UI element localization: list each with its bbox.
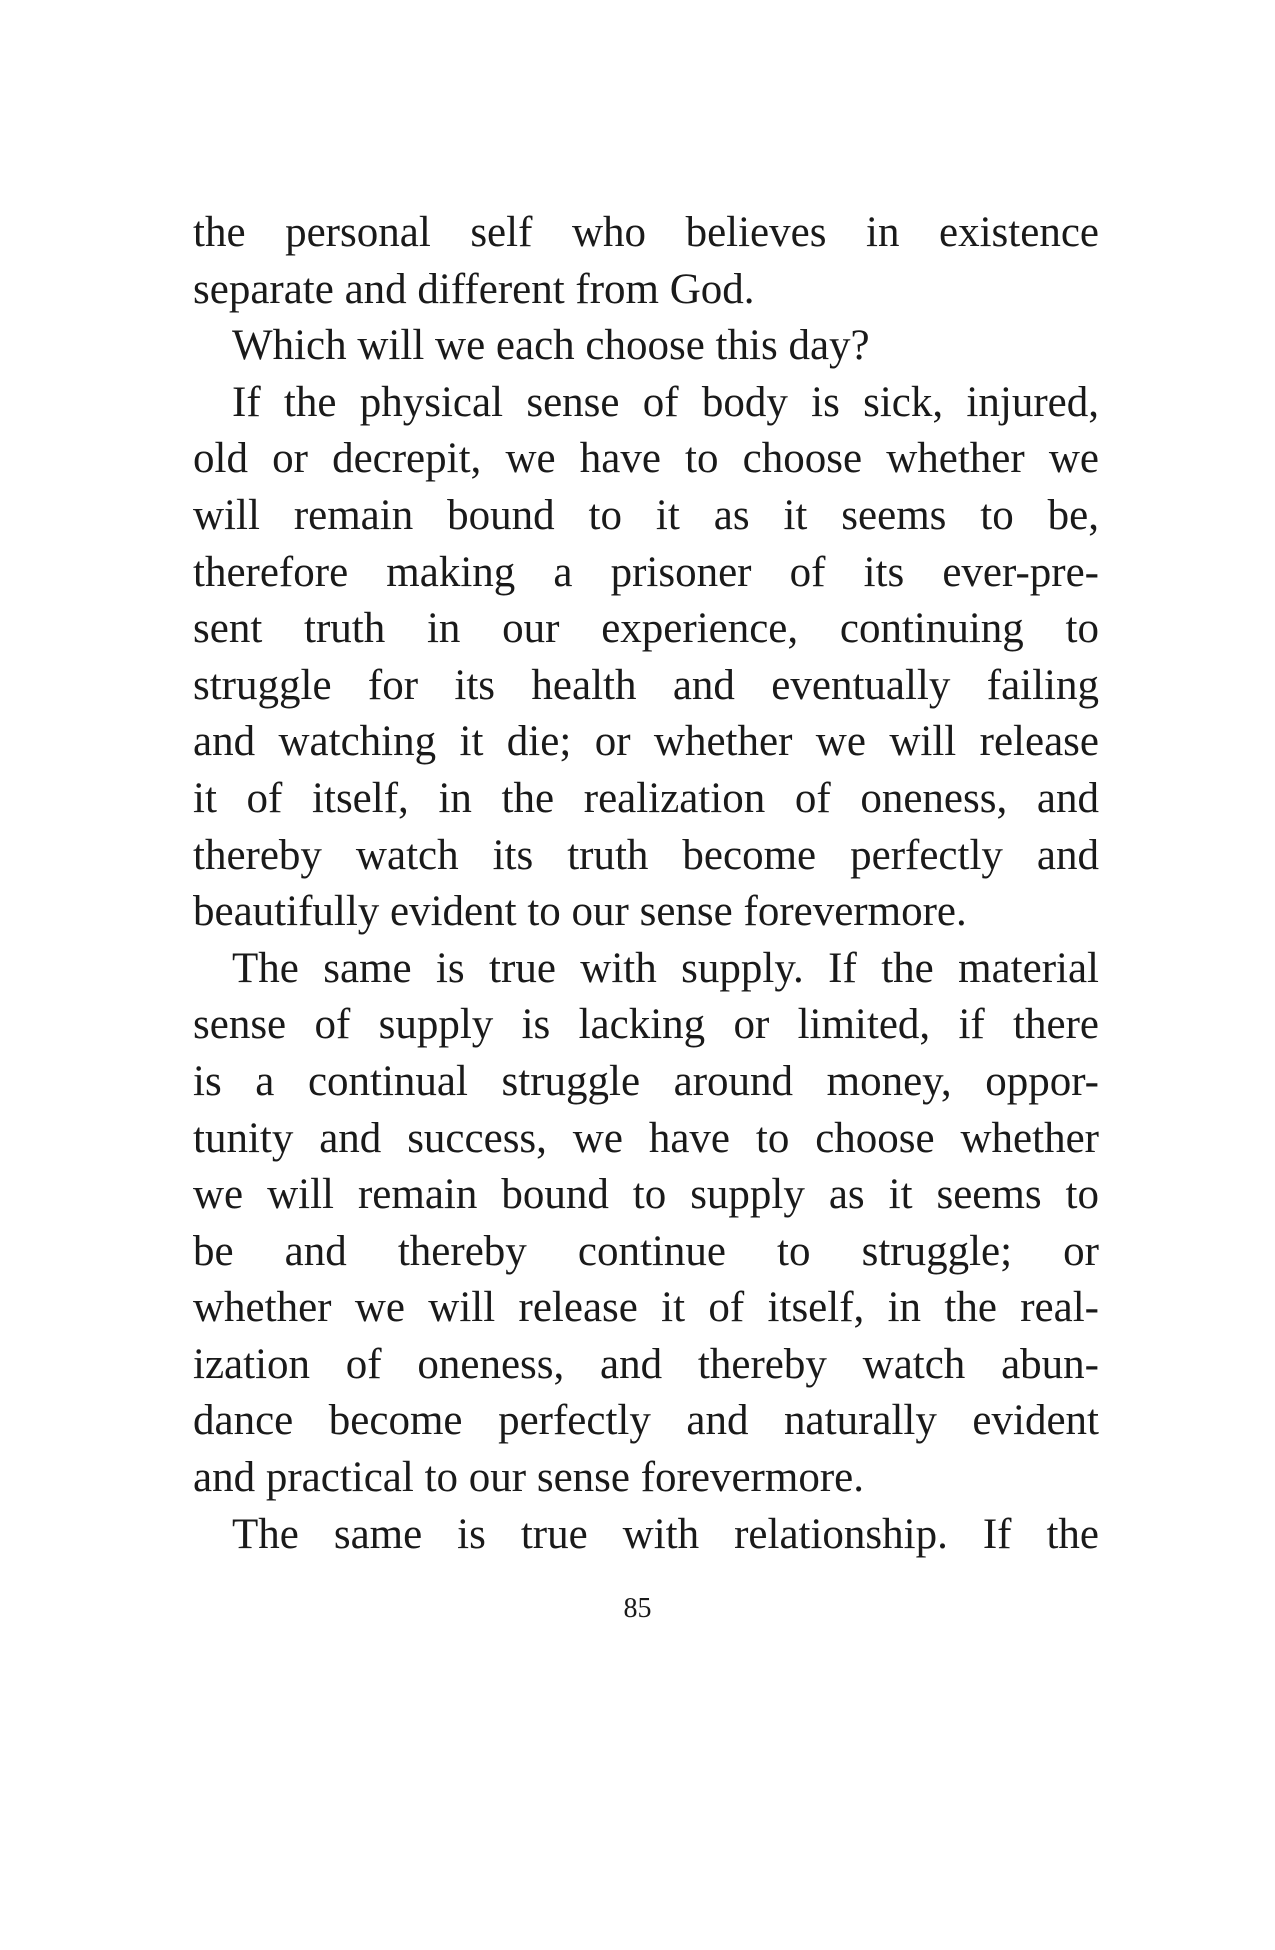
- text-line: tunity and success, we have to choose whether: [193, 1114, 1099, 1162]
- text-line: sense of supply is lacking or limited, if there: [193, 1001, 1099, 1049]
- text-line: dance become perfectly and naturally evident: [193, 1397, 1099, 1445]
- text-line: be and thereby continue to struggle; or: [193, 1227, 1099, 1275]
- text-line: it of itself, in the realization of oneness, and: [193, 774, 1099, 822]
- text-line: If the physical sense of body is sick, injured,: [232, 378, 1099, 426]
- text-line: Which will we each choose this day?: [232, 322, 870, 370]
- text-line: will remain bound to it as it seems to be,: [193, 491, 1099, 539]
- text-line: is a continual struggle around money, oppor-: [193, 1057, 1099, 1105]
- text-line: beautifully evident to our sense forevermore.: [193, 888, 967, 936]
- text-line: and practical to our sense forevermore.: [193, 1454, 864, 1502]
- body-text: [193, 205, 1099, 1563]
- text-line: the personal self who believes in existence: [193, 209, 1099, 256]
- text-line: sent truth in our experience, continuing to: [193, 605, 1099, 653]
- text-line: and watching it die; or whether we will release: [193, 718, 1099, 766]
- text-line: The same is true with relationship. If the: [232, 1510, 1099, 1558]
- text-line: whether we will release it of itself, in the real-: [193, 1284, 1099, 1332]
- text-line: The same is true with supply. If the material: [232, 944, 1099, 992]
- text-line: therefore making a prisoner of its ever-pre-: [193, 548, 1099, 596]
- text-line: separate and different from God.: [193, 265, 755, 313]
- text-line: thereby watch its truth become perfectly and: [193, 831, 1099, 879]
- text-line: struggle for its health and eventually failing: [193, 661, 1099, 709]
- text-line: old or decrepit, we have to choose whether we: [193, 435, 1099, 483]
- text-line: ization of oneness, and thereby watch abun-: [193, 1340, 1099, 1388]
- text-line: we will remain bound to supply as it seems to: [193, 1171, 1099, 1219]
- page-number: 85: [623, 1593, 652, 1624]
